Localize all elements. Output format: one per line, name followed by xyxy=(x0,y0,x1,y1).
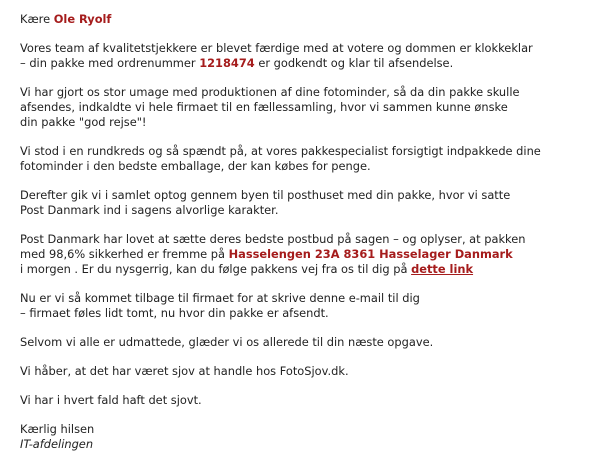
paragraph-packing xyxy=(20,144,600,174)
paragraph-fun: Vi har i hvert fald haft det sjovt. xyxy=(20,393,202,407)
paragraph-thanks: Vi håber, at det har været sjov at handle hos FotoSjov.dk. xyxy=(20,364,349,378)
signoff xyxy=(20,422,600,452)
approval-line-1: Vores team af kvalitetstjekkere er blevet færdige med at votere og dommen er klokkeklar xyxy=(20,41,533,55)
paragraph-production xyxy=(20,85,600,130)
recipient-name: Ole Ryolf xyxy=(53,12,112,26)
order-number: 1218474 xyxy=(199,56,255,70)
signature: IT-afdelingen xyxy=(20,437,94,451)
packing-line-2: fotominder i den bedste emballage, der kan købes for penge. xyxy=(20,159,371,173)
return-line-2: – firmaet føles lidt tomt, nu hvor din pakke er afsendt. xyxy=(20,306,329,320)
procession-line-1: Derefter gik vi i samlet optog gennem byen til posthuset med din pakke, hvor vi satte xyxy=(20,188,511,202)
approval-line-2-pre: – din pakke med ordrenummer xyxy=(20,56,196,70)
greeting-word: Kære xyxy=(20,12,51,26)
production-line-3: din pakke "god rejse"! xyxy=(20,115,147,129)
packing-line-1: Vi stod i en rundkreds og så spændt på, at vores pakkespecialist forsigtigt indpakkede dine xyxy=(20,144,541,158)
paragraph-delivery xyxy=(20,232,600,277)
procession-line-2: Post Danmark ind i sagens alvorlige karakter. xyxy=(20,203,279,217)
tracking-link[interactable]: dette link xyxy=(411,262,474,276)
paragraph-approval xyxy=(20,41,600,71)
return-line-1: Nu er vi så kommet tilbage til firmaet for at skrive denne e-mail til dig xyxy=(20,291,420,305)
delivery-line-2-pre: med 98,6% sikkerhed er fremme på xyxy=(20,247,226,261)
delivery-line-1: Post Danmark har lovet at sætte deres bedste postbud på sagen – og oplyser, at pakken xyxy=(20,232,526,246)
paragraph-return xyxy=(20,291,600,321)
production-line-1: Vi har gjort os stor umage med produktionen af dine fotominder, så da din pakke skulle xyxy=(20,85,520,99)
paragraph-procession xyxy=(20,188,600,218)
greeting-line xyxy=(20,12,600,27)
paragraph-next-task: Selvom vi alle er udmattede, glæder vi os allerede til din næste opgave. xyxy=(20,335,434,349)
closing-text: Kærlig hilsen xyxy=(20,422,95,436)
delivery-address: Hasselengen 23A 8361 Hasselager Danmark xyxy=(228,247,513,261)
delivery-line-3-pre: i morgen . Er du nysgerrig, kan du følge pakkens vej fra os til dig på xyxy=(20,262,408,276)
approval-line-2-post: er godkendt og klar til afsendelse. xyxy=(258,56,454,70)
production-line-2: afsendes, indkaldte vi hele firmaet til en fællessamling, hvor vi sammen kunne ønske xyxy=(20,100,508,114)
